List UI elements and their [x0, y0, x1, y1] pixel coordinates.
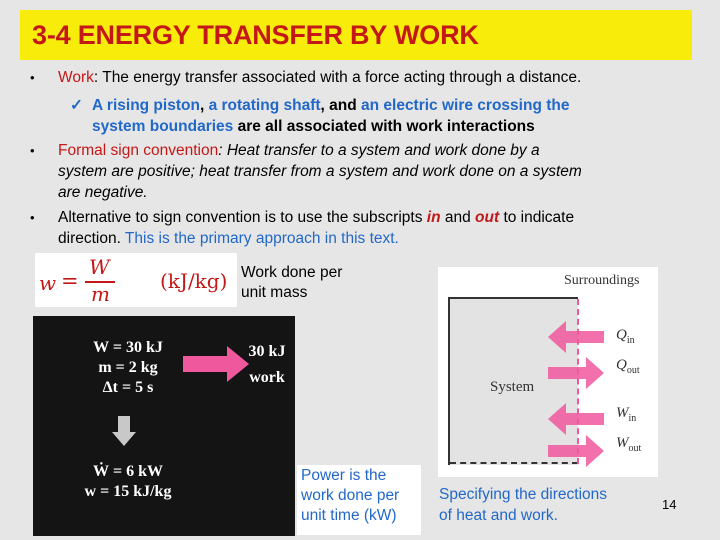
heat-in-label: $Q_{in}$ [616, 327, 635, 346]
work-value: W = 30 kJ [93, 339, 163, 356]
down-arrow-icon [112, 416, 136, 446]
sub-bullet-line2: system boundaries are all associated with work interactions [92, 118, 535, 135]
power-caption: Power is the work done per unit time (kW) [301, 467, 400, 524]
slide-title: 3-4 ENERGY TRANSFER BY WORK [32, 20, 479, 50]
work-in-label: $W_{in}$ [616, 405, 637, 424]
spec-caption: Specifying the directions of heat and work. [439, 486, 608, 524]
formula-unit: (kJ/kg) [160, 269, 228, 293]
system-label: System [490, 379, 535, 395]
bullet-alternative-line1: Alternative to sign convention is to use the subscripts in and out to indicate [58, 209, 575, 226]
checkmark-icon: ✓ [70, 97, 83, 114]
formula-numerator: W [89, 255, 110, 279]
specific-work-value: w = 15 kJ/kg [84, 483, 172, 500]
caption-work-per-mass-2: unit mass [241, 284, 308, 301]
formula-denominator: m [91, 282, 110, 306]
bullet-work: Work: The energy transfer associated with a force acting through a distance. [58, 69, 582, 86]
work-out-label: $W_{out}$ [616, 435, 642, 454]
bullet-dot: • [30, 143, 35, 158]
formula-box [35, 253, 237, 307]
power-value: Ẇ = 6 kW [92, 463, 163, 480]
bullet-sign-convention-line2: system are positive; heat transfer from a system and work done on a system [58, 163, 582, 180]
sub-bullet-line1: A rising piston, a rotating shaft, and an electric wire crossing the [92, 97, 570, 114]
bullet-dot: • [30, 70, 35, 85]
mass-value: m = 2 kg [98, 359, 158, 376]
system-diagram [438, 267, 658, 477]
work-power-panel [33, 316, 295, 536]
arrow-label-30kj: 30 kJ [248, 343, 286, 360]
surroundings-label: Surroundings [564, 273, 640, 288]
heat-out-label: $Q_{out}$ [616, 357, 640, 376]
formula-equals: = [61, 269, 79, 293]
bullet-alternative-line2: direction. This is the primary approach in this text. [58, 230, 399, 247]
energy-arrows-icon [546, 317, 606, 477]
formula-lhs: w [39, 271, 57, 295]
bullet-sign-convention-line1: Formal sign convention: Heat transfer to a system and work done by a [58, 142, 540, 159]
time-value: Δt = 5 s [102, 379, 154, 396]
bullet-dot: • [30, 210, 35, 225]
bullet-sign-convention-line3: are negative. [58, 184, 148, 201]
arrow-label-work: work [249, 369, 285, 386]
page-number: 14 [662, 497, 677, 512]
caption-work-per-mass-1: Work done per [241, 264, 343, 281]
